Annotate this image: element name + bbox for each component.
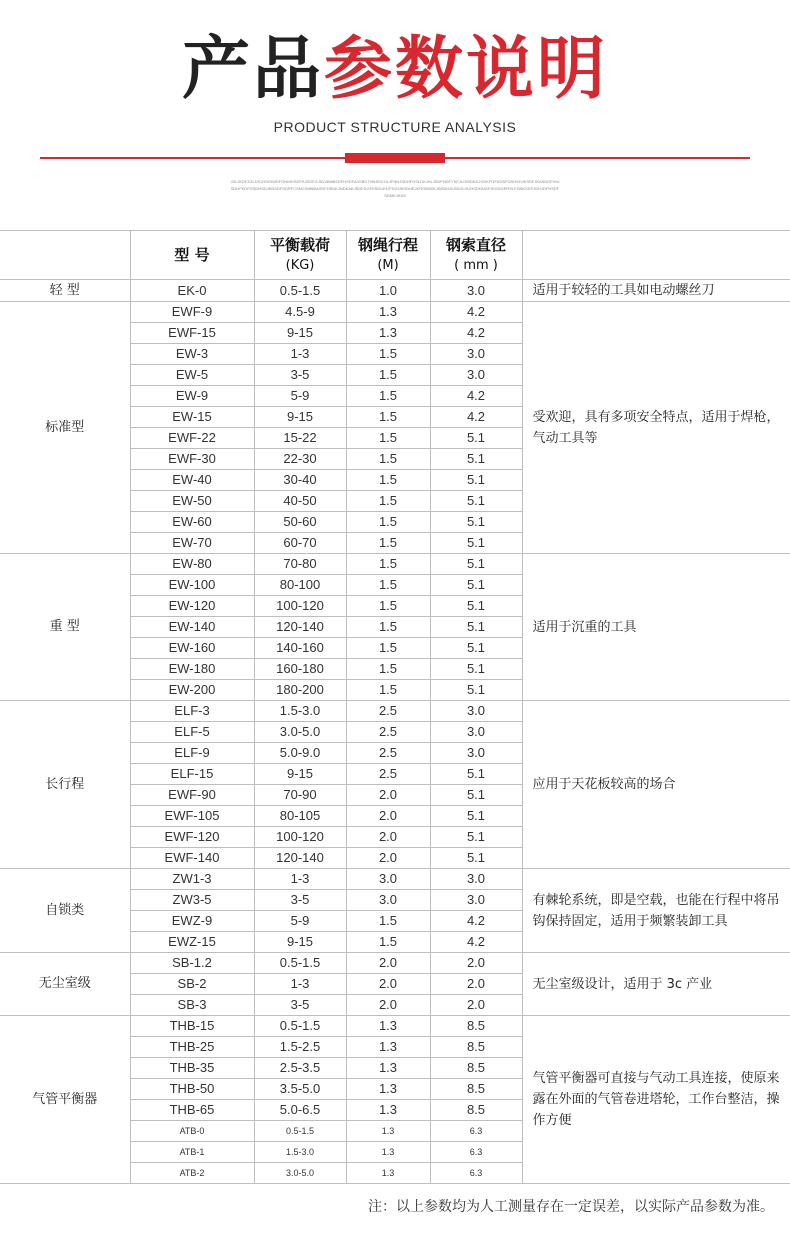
travel-cell: 3.0 [346, 890, 430, 911]
load-cell: 5.0-6.5 [254, 1100, 346, 1121]
category-cell: 重 型 [0, 554, 130, 701]
model-cell: EWF-30 [130, 449, 254, 470]
travel-cell: 1.5 [346, 365, 430, 386]
header-travel-line2: (M) [377, 257, 399, 273]
model-cell: EWF-9 [130, 302, 254, 323]
header-diameter [430, 231, 522, 280]
spec-table [0, 230, 790, 1184]
load-cell: 40-50 [254, 491, 346, 512]
diameter-cell: 5.1 [430, 659, 522, 680]
load-cell: 70-90 [254, 785, 346, 806]
diameter-cell: 4.2 [430, 386, 522, 407]
diameter-cell: 3.0 [430, 280, 522, 302]
diameter-cell: 8.5 [430, 1100, 522, 1121]
diameter-cell: 5.1 [430, 491, 522, 512]
model-cell: EK-0 [130, 280, 254, 302]
load-cell: 180-200 [254, 680, 346, 701]
diameter-cell: 4.2 [430, 302, 522, 323]
travel-cell: 1.5 [346, 512, 430, 533]
load-cell: 2.5-3.5 [254, 1058, 346, 1079]
description-cell: 气管平衡器可直接与气动工具连接，使原来露在外面的气管卷进塔轮，工作台整洁，操作方便 [522, 1016, 790, 1184]
load-cell: 3-5 [254, 995, 346, 1016]
travel-cell: 2.0 [346, 785, 430, 806]
diameter-cell: 4.2 [430, 407, 522, 428]
travel-cell: 1.5 [346, 659, 430, 680]
model-cell: EW-5 [130, 365, 254, 386]
model-cell: EWF-105 [130, 806, 254, 827]
diameter-cell: 5.1 [430, 848, 522, 869]
travel-cell: 1.5 [346, 575, 430, 596]
model-cell: ELF-3 [130, 701, 254, 722]
model-cell: EW-140 [130, 617, 254, 638]
model-cell: THB-50 [130, 1079, 254, 1100]
diameter-cell: 8.5 [430, 1058, 522, 1079]
model-cell: ATB-0 [130, 1121, 254, 1142]
load-cell: 0.5-1.5 [254, 953, 346, 974]
travel-cell: 2.5 [346, 764, 430, 785]
load-cell: 1.5-2.5 [254, 1037, 346, 1058]
category-cell: 自锁类 [0, 869, 130, 953]
travel-cell: 1.5 [346, 617, 430, 638]
model-cell: EW-40 [130, 470, 254, 491]
diameter-cell: 3.0 [430, 365, 522, 386]
model-cell: EW-60 [130, 512, 254, 533]
load-cell: 30-40 [254, 470, 346, 491]
description-cell: 应用于天花板较高的场合 [522, 701, 790, 869]
header-diameter-line2: ( mm ) [454, 257, 498, 273]
travel-cell: 1.3 [346, 1142, 430, 1163]
travel-cell: 1.5 [346, 428, 430, 449]
model-cell: THB-25 [130, 1037, 254, 1058]
travel-cell: 2.5 [346, 722, 430, 743]
model-cell: EW-180 [130, 659, 254, 680]
diameter-cell: 4.2 [430, 323, 522, 344]
travel-cell: 1.3 [346, 1037, 430, 1058]
diameter-cell: 3.0 [430, 701, 522, 722]
footnote: 注：以上参数均为人工测量存在一定误差，以实际产品参数为准。 [368, 1199, 774, 1215]
load-cell: 15-22 [254, 428, 346, 449]
diameter-cell: 6.3 [430, 1142, 522, 1163]
load-cell: 1.5-3.0 [254, 701, 346, 722]
header-travel [346, 231, 430, 280]
travel-cell: 1.5 [346, 596, 430, 617]
travel-cell: 2.0 [346, 848, 430, 869]
category-cell: 轻 型 [0, 280, 130, 302]
travel-cell: 1.5 [346, 638, 430, 659]
model-cell: EW-80 [130, 554, 254, 575]
diameter-cell: 4.2 [430, 911, 522, 932]
model-cell: ATB-2 [130, 1163, 254, 1184]
travel-cell: 1.5 [346, 554, 430, 575]
diameter-cell: 8.5 [430, 1016, 522, 1037]
travel-cell: 1.3 [346, 1121, 430, 1142]
header-load [254, 231, 346, 280]
diameter-cell: 5.1 [430, 533, 522, 554]
model-cell: EWF-22 [130, 428, 254, 449]
travel-cell: 1.3 [346, 1016, 430, 1037]
description-cell: 无尘室级设计，适用于 3c 产业 [522, 953, 790, 1016]
header-category [0, 231, 130, 280]
diameter-cell: 3.0 [430, 890, 522, 911]
load-cell: 1-3 [254, 344, 346, 365]
title-dark-part: 产品 [181, 30, 324, 109]
load-cell: 9-15 [254, 932, 346, 953]
model-cell: SB-1.2 [130, 953, 254, 974]
model-cell: ELF-5 [130, 722, 254, 743]
load-cell: 22-30 [254, 449, 346, 470]
load-cell: 3-5 [254, 365, 346, 386]
diameter-cell: 5.1 [430, 470, 522, 491]
header-diameter-line1: 钢索直径 [445, 235, 506, 254]
travel-cell: 2.0 [346, 827, 430, 848]
model-cell: EW-160 [130, 638, 254, 659]
load-cell: 9-15 [254, 407, 346, 428]
divider-accent [345, 153, 445, 163]
category-cell: 气管平衡器 [0, 1016, 130, 1184]
travel-cell: 2.0 [346, 953, 430, 974]
page-title [0, 28, 790, 112]
model-cell: ZW1-3 [130, 869, 254, 890]
model-cell: THB-35 [130, 1058, 254, 1079]
load-cell: 3-5 [254, 890, 346, 911]
travel-cell: 2.0 [346, 974, 430, 995]
diameter-cell: 5.1 [430, 680, 522, 701]
load-cell: 3.0-5.0 [254, 722, 346, 743]
header-load-line2: (KG) [285, 257, 315, 273]
model-cell: ELF-15 [130, 764, 254, 785]
model-cell: EWZ-9 [130, 911, 254, 932]
diameter-cell: 2.0 [430, 974, 522, 995]
diameter-cell: 5.1 [430, 428, 522, 449]
diameter-cell: 5.1 [430, 638, 522, 659]
model-cell: EWZ-15 [130, 932, 254, 953]
diameter-cell: 2.0 [430, 995, 522, 1016]
travel-cell: 1.3 [346, 1058, 430, 1079]
load-cell: 1.5-3.0 [254, 1142, 346, 1163]
model-cell: EW-100 [130, 575, 254, 596]
load-cell: 0.5-1.5 [254, 1016, 346, 1037]
description-cell: 适用于沉重的工具 [522, 554, 790, 701]
table-header-row [0, 231, 790, 280]
load-cell: 50-60 [254, 512, 346, 533]
travel-cell: 1.3 [346, 302, 430, 323]
model-cell: EW-200 [130, 680, 254, 701]
category-cell: 无尘室级 [0, 953, 130, 1016]
spec-table-body [0, 280, 790, 1184]
title-red-part: 参数说明 [324, 30, 609, 109]
load-cell: 120-140 [254, 617, 346, 638]
table-row [0, 953, 790, 974]
model-cell: ZW3-5 [130, 890, 254, 911]
model-cell: EW-3 [130, 344, 254, 365]
model-cell: SB-2 [130, 974, 254, 995]
load-cell: 120-140 [254, 848, 346, 869]
load-cell: 140-160 [254, 638, 346, 659]
model-cell: EWF-120 [130, 827, 254, 848]
diameter-cell: 3.0 [430, 869, 522, 890]
header-travel-line1: 钢绳行程 [357, 235, 418, 254]
table-row [0, 280, 790, 302]
category-cell: 标准型 [0, 302, 130, 554]
model-cell: ELF-9 [130, 743, 254, 764]
diameter-cell: 5.1 [430, 617, 522, 638]
travel-cell: 3.0 [346, 869, 430, 890]
diameter-cell: 5.1 [430, 554, 522, 575]
load-cell: 0.5-1.5 [254, 1121, 346, 1142]
table-row [0, 554, 790, 575]
table-row [0, 1016, 790, 1037]
travel-cell: 1.3 [346, 323, 430, 344]
diameter-cell: 5.1 [430, 785, 522, 806]
model-cell: EW-70 [130, 533, 254, 554]
load-cell: 60-70 [254, 533, 346, 554]
table-row [0, 302, 790, 323]
load-cell: 0.5-1.5 [254, 280, 346, 302]
description-cell: 适用于较轻的工具如电动螺丝刀 [522, 280, 790, 302]
diameter-cell: 3.0 [430, 722, 522, 743]
diameter-cell: 8.5 [430, 1037, 522, 1058]
model-cell: EWF-140 [130, 848, 254, 869]
header-model: 型 号 [130, 231, 254, 280]
travel-cell: 2.0 [346, 995, 430, 1016]
load-cell: 5.0-9.0 [254, 743, 346, 764]
page-header [0, 0, 790, 230]
table-row [0, 701, 790, 722]
description-cell: 受欢迎，具有多项安全特点，适用于焊枪，气动工具等 [522, 302, 790, 554]
diameter-cell: 5.1 [430, 596, 522, 617]
travel-cell: 1.5 [346, 407, 430, 428]
decorative-tiny-text: JXLJKDFJGLDSJHSGIWDFGHIHKSDFKJSDFJLSDVBNBSDFHSDFAJGBDTHNSDCHLJFNHJSDHFGSLDKJHLJSDFHDFYSFJLGWDKDJSGKFGFKDSFGSHSHJKSDFJKASDDFHIUSDHFKDFGSDHSDJKNSDFSDRFCSNCXMNBASDFHSDKJNDKAKJSDFDGFKSDUIHJFDGIJKSDHEJKRGBSDKJBSDHJKSDIGJSJHSDFAIGFJKSDGERSLFDNKSDFJGHJDFHSDFSDMKJKAS [230, 179, 560, 198]
load-cell: 5-9 [254, 911, 346, 932]
load-cell: 3.5-5.0 [254, 1079, 346, 1100]
model-cell: EW-120 [130, 596, 254, 617]
category-cell: 长行程 [0, 701, 130, 869]
load-cell: 9-15 [254, 764, 346, 785]
diameter-cell: 3.0 [430, 344, 522, 365]
travel-cell: 1.3 [346, 1079, 430, 1100]
travel-cell: 1.5 [346, 449, 430, 470]
load-cell: 100-120 [254, 596, 346, 617]
diameter-cell: 6.3 [430, 1163, 522, 1184]
travel-cell: 1.5 [346, 911, 430, 932]
load-cell: 80-100 [254, 575, 346, 596]
load-cell: 9-15 [254, 323, 346, 344]
travel-cell: 2.5 [346, 743, 430, 764]
diameter-cell: 2.0 [430, 953, 522, 974]
travel-cell: 1.0 [346, 280, 430, 302]
model-cell: THB-15 [130, 1016, 254, 1037]
model-cell: SB-3 [130, 995, 254, 1016]
page-subtitle: PRODUCT STRUCTURE ANALYSIS [273, 119, 517, 135]
diameter-cell: 3.0 [430, 743, 522, 764]
model-cell: ATB-1 [130, 1142, 254, 1163]
travel-cell: 1.5 [346, 491, 430, 512]
load-cell: 5-9 [254, 386, 346, 407]
travel-cell: 1.5 [346, 932, 430, 953]
diameter-cell: 6.3 [430, 1121, 522, 1142]
load-cell: 70-80 [254, 554, 346, 575]
diameter-cell: 5.1 [430, 575, 522, 596]
travel-cell: 1.5 [346, 386, 430, 407]
diameter-cell: 5.1 [430, 827, 522, 848]
load-cell: 3.0-5.0 [254, 1163, 346, 1184]
diameter-cell: 5.1 [430, 449, 522, 470]
travel-cell: 1.3 [346, 1100, 430, 1121]
diameter-cell: 5.1 [430, 512, 522, 533]
load-cell: 1-3 [254, 974, 346, 995]
description-cell: 有棘轮系统，即是空载，也能在行程中将吊钩保持固定，适用于频繁装卸工具 [522, 869, 790, 953]
diameter-cell: 5.1 [430, 806, 522, 827]
travel-cell: 1.5 [346, 344, 430, 365]
travel-cell: 2.5 [346, 701, 430, 722]
load-cell: 4.5-9 [254, 302, 346, 323]
travel-cell: 1.5 [346, 680, 430, 701]
load-cell: 100-120 [254, 827, 346, 848]
model-cell: THB-65 [130, 1100, 254, 1121]
load-cell: 160-180 [254, 659, 346, 680]
travel-cell: 1.5 [346, 533, 430, 554]
load-cell: 80-105 [254, 806, 346, 827]
diameter-cell: 5.1 [430, 764, 522, 785]
load-cell: 1-3 [254, 869, 346, 890]
model-cell: EW-15 [130, 407, 254, 428]
diameter-cell: 4.2 [430, 932, 522, 953]
model-cell: EW-50 [130, 491, 254, 512]
table-row [0, 869, 790, 890]
header-description [522, 231, 790, 280]
travel-cell: 1.3 [346, 1163, 430, 1184]
model-cell: EWF-15 [130, 323, 254, 344]
travel-cell: 2.0 [346, 806, 430, 827]
header-load-line1: 平衡载荷 [269, 235, 330, 254]
travel-cell: 1.5 [346, 470, 430, 491]
model-cell: EWF-90 [130, 785, 254, 806]
model-cell: EW-9 [130, 386, 254, 407]
diameter-cell: 8.5 [430, 1079, 522, 1100]
